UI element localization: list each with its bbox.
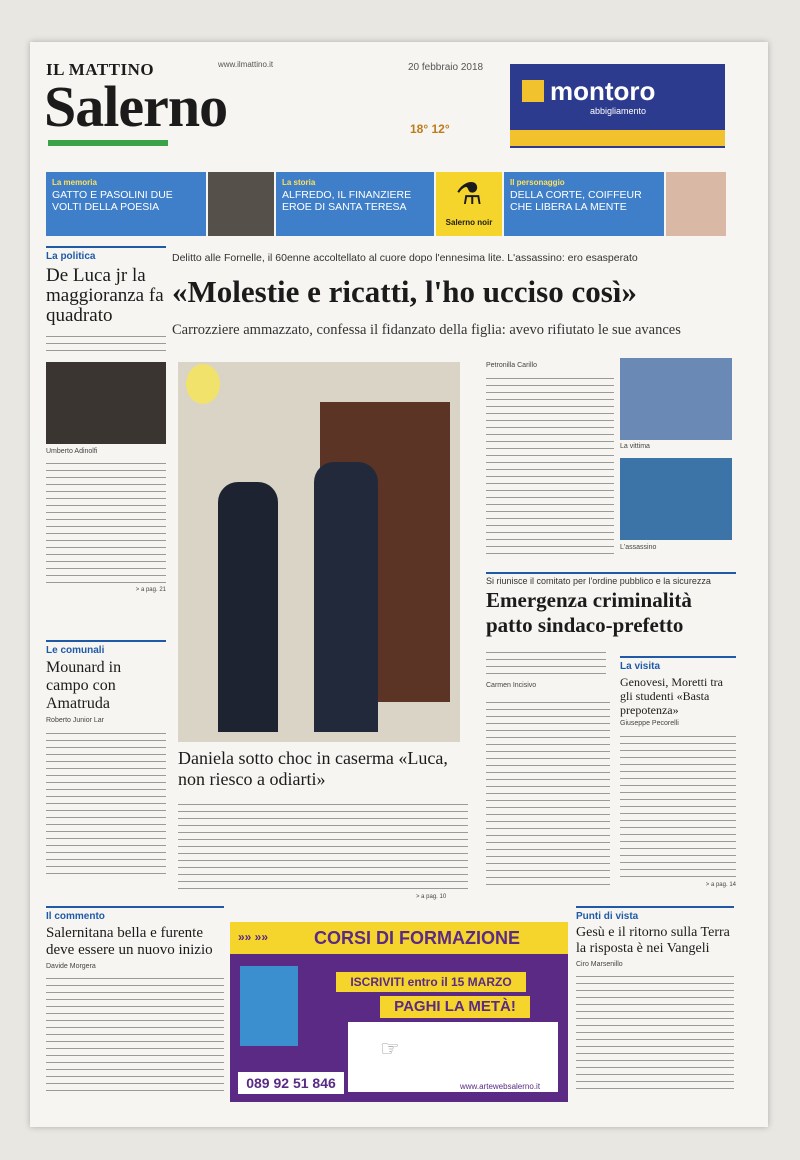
page-ref: > a pag. 14 (705, 882, 736, 888)
byline: Umberto Adinolfi (46, 448, 98, 455)
promo-memoria[interactable] (46, 172, 206, 236)
kicker-politica: La politica (46, 251, 96, 262)
ad-phone[interactable]: 089 92 51 846 (238, 1072, 344, 1094)
headline-gesu[interactable]: Gesù e il ritorno sulla Terra la risposta è nei Vangeli (576, 925, 730, 956)
byline: Roberto Junior Lar (46, 717, 104, 724)
ad-image (240, 966, 298, 1046)
ad-cta-half: PAGHI LA METÀ! (380, 996, 530, 1018)
promo-label: Salerno noir (445, 218, 493, 227)
masthead-date: 20 febbraio 2018 (408, 62, 484, 73)
headline-mounard[interactable]: Mounard in campo con Amatruda (46, 659, 122, 712)
ad-stripe (510, 130, 725, 146)
promo-text: DELLA CORTE, COIFFEUR CHE LIBERA LA MENTE (510, 189, 642, 213)
main-photo (178, 362, 460, 742)
killer-caption: L'assassino (620, 544, 657, 551)
promo-label: Il personaggio (510, 178, 565, 187)
montoro-logo-icon (522, 80, 544, 102)
ad-site[interactable]: www.artewebsalerno.it (460, 1082, 541, 1091)
killer-photo (620, 458, 732, 540)
byline: Petronilla Carillo (486, 362, 537, 369)
byline: Giuseppe Pecorelli (620, 720, 679, 727)
article-photo (46, 362, 166, 444)
divider (576, 906, 734, 908)
promo-photo (666, 172, 726, 236)
photo-headline[interactable]: Daniela sotto choc in caserma «Luca, non riesco a odiarti» (178, 748, 448, 789)
article-text (46, 332, 166, 356)
victim-caption: La vittima (620, 443, 650, 450)
byline: Carmen Incisivo (486, 682, 537, 689)
kicker-comunali: Le comunali (46, 645, 105, 656)
divider (46, 640, 166, 642)
divider (46, 246, 166, 248)
byline: Davide Morgera (46, 963, 96, 970)
headline-salernitana[interactable]: Salernitana bella e furente deve essere un nuovo inizio (46, 925, 213, 958)
promo-personaggio[interactable] (504, 172, 664, 236)
byline: Ciro Marsenillo (576, 961, 623, 968)
promo-label: La memoria (52, 178, 97, 187)
ad-brand: montoro (550, 76, 656, 106)
right-headline[interactable]: Emergenza criminalità patto sindaco-prefetto (486, 588, 692, 637)
headline-deluca[interactable]: De Luca jr la maggioranza fa quadrato (46, 265, 164, 326)
article-text (46, 459, 166, 587)
main-overline: Delitto alle Fornelle, il 60enne accoltellato al cuore dopo l'ennesima lite. L'assassino: ero esasperato (172, 252, 638, 264)
article-text (46, 974, 224, 1094)
promo-storia[interactable] (276, 172, 434, 236)
main-subhead: Carrozziere ammazzato, confessa il fidanzato della figlia: avevo rifiutato le sue avances (172, 322, 681, 338)
newspaper-page (30, 42, 768, 1127)
pointer-icon: ☞ (380, 1036, 400, 1061)
page-ref: > a pag. 21 (135, 587, 166, 593)
promo-text: GATTO E PASOLINI DUE VOLTI DELLA POESIA (52, 189, 173, 213)
article-text (576, 972, 734, 1092)
weather: 18° 12° (410, 122, 450, 136)
kicker-visita: La visita (620, 661, 661, 672)
promo-label: La storia (282, 178, 316, 187)
masthead-title: Salerno (44, 74, 228, 139)
headline-genovesi[interactable]: Genovesi, Moretti tra gli studenti «Basta prepotenza» (620, 675, 723, 717)
divider (46, 906, 224, 908)
main-headline[interactable]: «Molestie e ricatti, l'ho ucciso così» (172, 274, 637, 309)
article-text (486, 698, 610, 888)
ad-title: CORSI DI FORMAZIONE (314, 928, 520, 948)
masthead-tagline: www.ilmattino.it (218, 60, 274, 69)
photo-officer (314, 462, 378, 732)
divider (620, 656, 736, 658)
kicker-commento: Il commento (46, 911, 105, 922)
article-text (46, 729, 166, 879)
ad-brand-sub: abbigliamento (590, 106, 647, 116)
arrows-icon: »» »» (238, 930, 269, 944)
right-overline: Si riunisce il comitato per l'ordine pubblico e la sicurezza (486, 572, 736, 586)
masthead-top: IL MATTINO (46, 60, 155, 79)
article-text (486, 374, 614, 554)
promo-photo (208, 172, 274, 236)
ad-corsi[interactable] (230, 922, 568, 1102)
photo-moon (186, 364, 220, 404)
masthead-bar (48, 140, 168, 146)
article-text (486, 648, 606, 678)
kicker-punti-di-vista: Punti di vista (576, 911, 639, 922)
victim-photo (620, 358, 732, 440)
article-text (620, 732, 736, 882)
photo-officer (218, 482, 278, 732)
promo-text: ALFREDO, IL FINANZIERE EROE DI SANTA TERESA (282, 189, 412, 213)
page-ref: > a pag. 10 (416, 894, 447, 900)
ad-cta-signup: ISCRIVITI entro il 15 MARZO (336, 972, 526, 992)
running-man-icon: ⚗ (455, 178, 483, 211)
article-text (178, 800, 468, 892)
promo-noir[interactable] (436, 172, 502, 236)
